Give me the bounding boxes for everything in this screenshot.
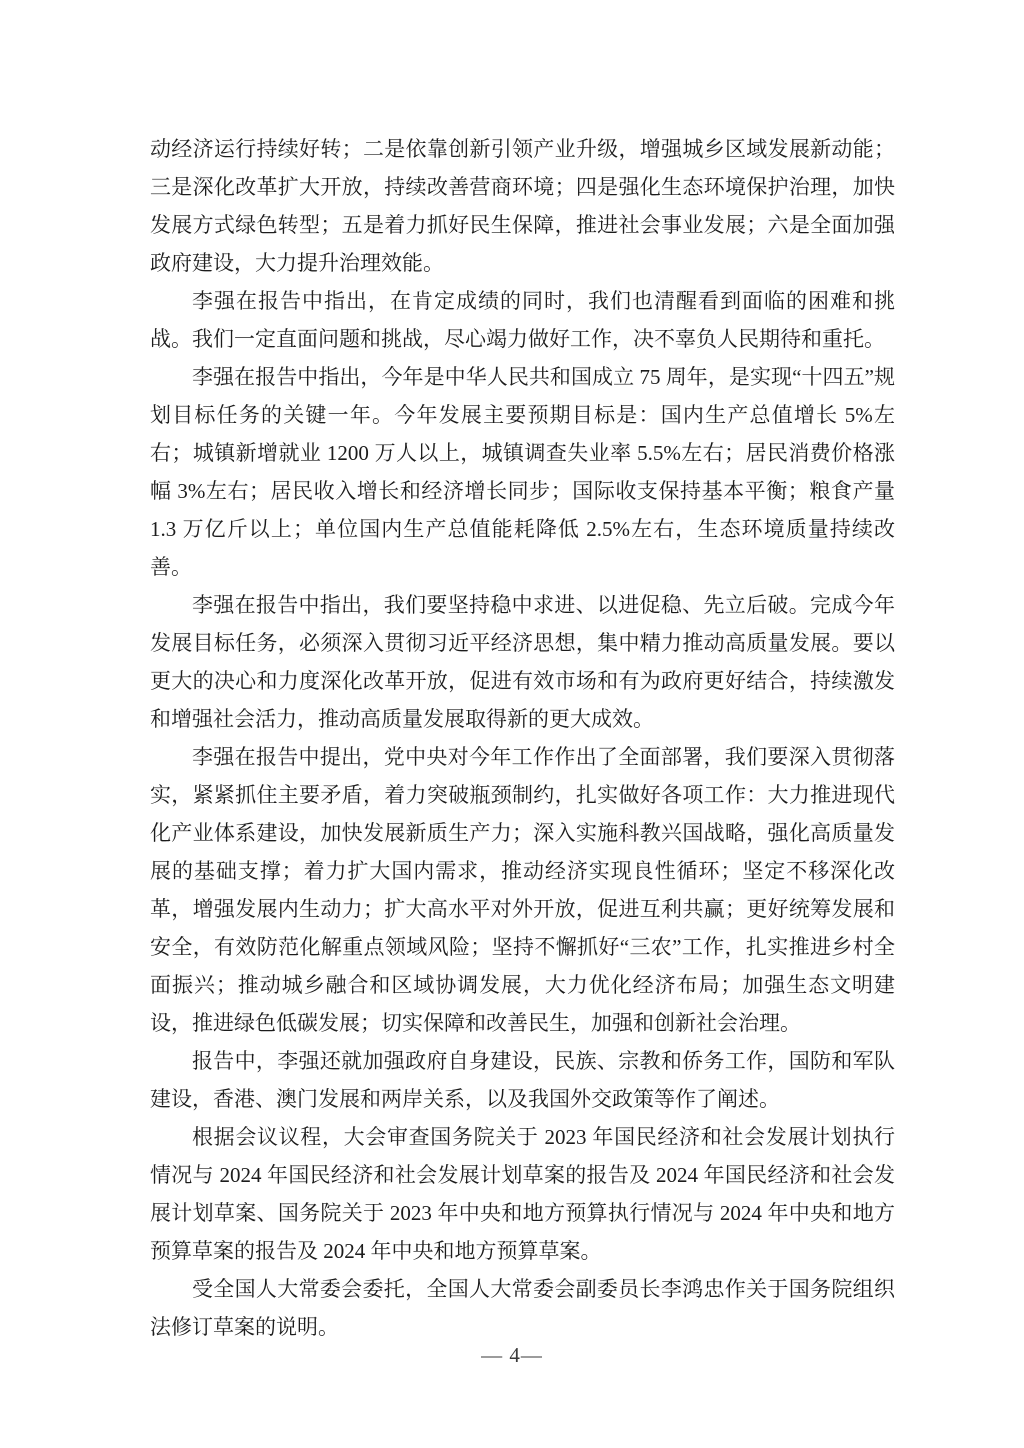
paragraph: 受全国人大常委会委托，全国人大常委会副委员长李鸿忠作关于国务院组织法修订草案的说明。 — [150, 1277, 895, 1339]
page-number: — 4— — [481, 1343, 543, 1367]
page-footer — [0, 1340, 1024, 1370]
paragraph: 李强在报告中指出，今年是中华人民共和国成立 75 周年，是实现“十四五”规划目标任务的关键一年。今年发展主要预期目标是：国内生产总值增长 5%左右；城镇新增就业 1200 万人以上，城镇调查失业率 5.5%左右；居民消费价格涨幅 3%左右；居民收入增长和经济增长同步；国际收支保持基本平衡；粮食产量 1.3 万亿斤以上；单位国内生产总值能耗降低 2.5%左右，生态环境质量持续改善。 — [150, 365, 895, 579]
paragraph: 李强在报告中指出，在肯定成绩的同时，我们也清醒看到面临的困难和挑战。我们一定直面问题和挑战，尽心竭力做好工作，决不辜负人民期待和重托。 — [150, 289, 895, 351]
paragraph: 报告中，李强还就加强政府自身建设，民族、宗教和侨务工作，国防和军队建设，香港、澳门发展和两岸关系，以及我国外交政策等作了阐述。 — [150, 1049, 895, 1111]
paragraph: 李强在报告中指出，我们要坚持稳中求进、以进促稳、先立后破。完成今年发展目标任务，必须深入贯彻习近平经济思想，集中精力推动高质量发展。要以更大的决心和力度深化改革开放，促进有效市场和有为政府更好结合，持续激发和增强社会活力，推动高质量发展取得新的更大成效。 — [150, 593, 895, 731]
paragraph: 根据会议议程，大会审查国务院关于 2023 年国民经济和社会发展计划执行情况与 2024 年国民经济和社会发展计划草案的报告及 2024 年国民经济和社会发展计划草案、国务院关于 2023 年中央和地方预算执行情况与 2024 年中央和地方预算草案的报告及 2024 年中央和地方预算草案。 — [150, 1125, 895, 1263]
document-body — [150, 130, 895, 1346]
paragraph-continuation: 动经济运行持续好转；二是依靠创新引领产业升级，增强城乡区域发展新动能；三是深化改革扩大开放，持续改善营商环境；四是强化生态环境保护治理，加快发展方式绿色转型；五是着力抓好民生保障，推进社会事业发展；六是全面加强政府建设，大力提升治理效能。 — [150, 137, 895, 275]
paragraph: 李强在报告中提出，党中央对今年工作作出了全面部署，我们要深入贯彻落实，紧紧抓住主要矛盾，着力突破瓶颈制约，扎实做好各项工作：大力推进现代化产业体系建设，加快发展新质生产力；深入实施科教兴国战略，强化高质量发展的基础支撑；着力扩大国内需求，推动经济实现良性循环；坚定不移深化改革，增强发展内生动力；扩大高水平对外开放，促进互利共赢；更好统筹发展和安全，有效防范化解重点领域风险；坚持不懈抓好“三农”工作，扎实推进乡村全面振兴；推动城乡融合和区域协调发展，大力优化经济布局；加强生态文明建设，推进绿色低碳发展；切实保障和改善民生，加强和创新社会治理。 — [150, 745, 895, 1035]
